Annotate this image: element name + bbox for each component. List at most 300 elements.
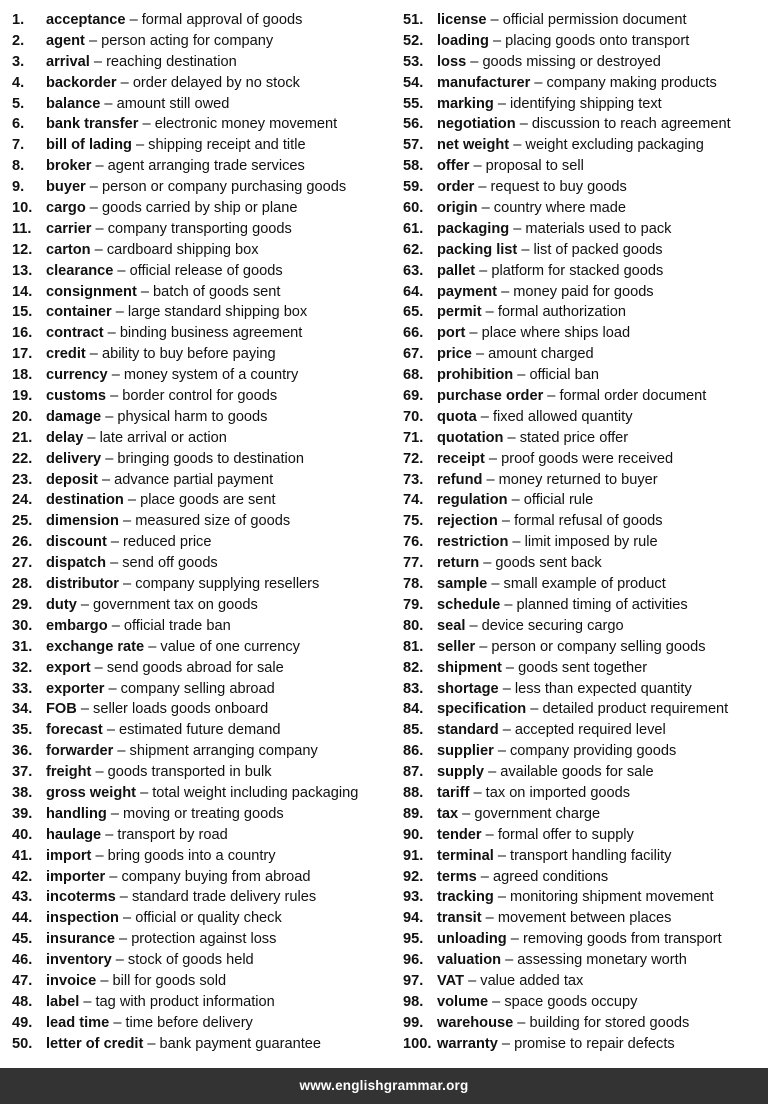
entry-definition: reaching destination [106, 53, 237, 70]
entry-definition: movement between places [497, 910, 672, 927]
entry-term: haulage [46, 826, 102, 843]
vocabulary-entry [403, 261, 763, 282]
entry-number: 18. [12, 367, 33, 384]
entry-definition: total weight including packaging [152, 784, 359, 801]
vocabulary-entry [12, 741, 392, 762]
entry-definition: agreed conditions [492, 868, 609, 885]
entry-definition: reduced price [123, 534, 212, 551]
entry-separator: – [138, 116, 155, 133]
entry-term: carton [46, 241, 91, 258]
vocabulary-entry [403, 386, 763, 407]
entry-term: handling [46, 805, 107, 822]
vocabulary-entry [403, 94, 763, 115]
entry-definition: promise to repair defects [514, 1035, 675, 1052]
entry-term: rejection [437, 513, 498, 530]
entry-definition: proposal to sell [485, 158, 584, 175]
entry-number: 50. [12, 1035, 33, 1052]
entry-term: duty [46, 596, 77, 613]
entry-separator: – [465, 617, 482, 634]
entry-number: 16. [12, 325, 33, 342]
entry-term: purchase order [437, 388, 544, 405]
entry-number: 75. [403, 513, 424, 530]
vocabulary-entry [12, 825, 392, 846]
entry-definition: measured size of goods [135, 513, 291, 530]
entry-number: 98. [403, 993, 424, 1010]
entry-separator: – [498, 722, 515, 739]
entry-separator: – [83, 429, 100, 446]
entry-separator: – [91, 158, 108, 175]
entry-term: VAT [437, 972, 465, 989]
entry-separator: – [103, 325, 120, 342]
entry-definition: time before delivery [125, 1014, 253, 1031]
entry-term: regulation [437, 492, 508, 509]
entry-term: currency [46, 367, 108, 384]
vocabulary-entry [12, 490, 392, 511]
entry-term: distributor [46, 576, 119, 593]
entry-number: 66. [403, 325, 424, 342]
entry-definition: standard trade delivery rules [131, 889, 317, 906]
entry-number: 68. [403, 367, 424, 384]
entry-definition: accepted required level [514, 722, 666, 739]
entry-separator: – [503, 429, 520, 446]
entry-number: 7. [12, 137, 25, 154]
vocabulary-entry [403, 574, 763, 595]
entry-number: 41. [12, 847, 33, 864]
entry-definition: company making products [546, 74, 717, 91]
entry-term: buyer [46, 179, 86, 196]
vocabulary-entry [12, 616, 392, 637]
entry-number: 59. [403, 179, 424, 196]
entry-term: clearance [46, 262, 114, 279]
entry-separator: – [104, 680, 121, 697]
entry-term: tax [437, 805, 459, 822]
entry-term: packing list [437, 241, 518, 258]
entry-number: 38. [12, 784, 33, 801]
entry-definition: company buying from abroad [121, 868, 311, 885]
vocabulary-entry [12, 679, 392, 700]
entry-separator: – [118, 576, 136, 593]
entry-definition: removing goods from transport [522, 931, 722, 948]
entry-number: 56. [403, 116, 424, 133]
entry-separator: – [90, 659, 107, 676]
vocabulary-entry [403, 177, 763, 198]
entry-number: 99. [403, 1014, 424, 1031]
entry-term: receipt [437, 450, 485, 467]
entry-separator: – [90, 241, 107, 258]
vocabulary-entry [403, 407, 763, 428]
entry-term: damage [46, 408, 102, 425]
entry-number: 10. [12, 200, 33, 217]
entry-definition: goods transported in bulk [107, 764, 272, 781]
entry-separator: – [131, 137, 149, 154]
entry-term: quota [437, 408, 477, 425]
entry-separator: – [501, 952, 518, 969]
entry-number: 92. [403, 868, 424, 885]
entry-number: 89. [403, 805, 424, 822]
entry-separator: – [97, 471, 115, 488]
vocabulary-entry [12, 428, 392, 449]
vocabulary-entry [403, 10, 763, 31]
entry-number: 47. [12, 972, 33, 989]
entry-definition: goods sent back [495, 555, 602, 572]
vocabulary-entry [12, 1034, 392, 1055]
entry-number: 19. [12, 388, 33, 405]
entry-separator: – [96, 972, 113, 989]
vocabulary-entry [12, 449, 392, 470]
entry-number: 97. [403, 972, 424, 989]
entry-definition: transport by road [117, 826, 228, 843]
entry-number: 22. [12, 450, 33, 467]
entry-separator: – [517, 241, 534, 258]
entry-number: 43. [12, 889, 33, 906]
entry-term: price [437, 346, 472, 363]
vocabulary-entry [403, 156, 763, 177]
entry-separator: – [85, 179, 102, 196]
entry-term: invoice [46, 972, 97, 989]
entry-definition: formal order document [559, 388, 707, 405]
entry-separator: – [106, 805, 124, 822]
entry-number: 44. [12, 910, 33, 927]
vocabulary-entry [12, 323, 392, 344]
entry-term: manufacturer [437, 74, 531, 91]
vocabulary-entry [403, 553, 763, 574]
vocabulary-entry [403, 762, 763, 783]
entry-separator: – [123, 492, 141, 509]
vocabulary-entry [403, 31, 763, 52]
entry-number: 57. [403, 137, 424, 154]
entry-definition: amount still owed [116, 95, 230, 112]
entry-definition: bank payment guarantee [159, 1035, 322, 1052]
entry-number: 6. [12, 116, 25, 133]
vocabulary-entry [403, 908, 763, 929]
entry-number: 21. [12, 429, 33, 446]
entry-definition: government tax on goods [93, 596, 258, 613]
vocabulary-entry [403, 428, 763, 449]
vocabulary-entry [12, 971, 392, 992]
vocabulary-entry [12, 887, 392, 908]
entry-definition: ability to buy before paying [101, 346, 276, 363]
vocabulary-entry [403, 971, 763, 992]
entry-definition: money paid for goods [513, 283, 654, 300]
entry-number: 79. [403, 596, 424, 613]
entry-number: 76. [403, 534, 424, 551]
entry-definition: limit imposed by rule [524, 534, 658, 551]
entry-definition: cardboard shipping box [106, 241, 259, 258]
entry-definition: detailed product requirement [542, 701, 729, 718]
vocabulary-entry [12, 595, 392, 616]
entry-number: 26. [12, 534, 33, 551]
entry-definition: tag with product information [95, 993, 275, 1010]
vocabulary-entry [403, 783, 763, 804]
entry-separator: – [475, 262, 492, 279]
entry-number: 90. [403, 826, 424, 843]
entry-term: tracking [437, 889, 494, 906]
vocabulary-column-left [12, 10, 392, 1055]
entry-number: 39. [12, 805, 33, 822]
entry-term: exporter [46, 680, 105, 697]
entry-definition: bill for goods sold [112, 972, 227, 989]
entry-number: 45. [12, 931, 33, 948]
entry-number: 15. [12, 304, 33, 321]
entry-definition: platform for stacked goods [491, 262, 664, 279]
entry-separator: – [114, 931, 132, 948]
vocabulary-entry [12, 114, 392, 135]
entry-definition: assessing monetary worth [517, 952, 687, 969]
entry-number: 87. [403, 764, 424, 781]
entry-term: contract [46, 325, 104, 342]
entry-term: warranty [437, 1035, 498, 1052]
entry-separator: – [479, 555, 496, 572]
entry-definition: order delayed by no stock [132, 74, 300, 91]
entry-number: 65. [403, 304, 424, 321]
entry-separator: – [487, 576, 504, 593]
entry-definition: stated price offer [519, 429, 629, 446]
entry-term: return [437, 555, 480, 572]
entry-term: discount [46, 534, 107, 551]
entry-term: tariff [437, 784, 470, 801]
entry-definition: formal refusal of goods [514, 513, 663, 530]
entry-definition: value added tax [480, 972, 584, 989]
entry-number: 11. [12, 220, 32, 237]
entry-number: 78. [403, 576, 424, 593]
entry-number: 85. [403, 722, 424, 739]
entry-separator: – [481, 910, 498, 927]
entry-separator: – [526, 701, 543, 718]
entry-definition: person or company purchasing goods [101, 179, 347, 196]
entry-definition: official release of goods [129, 262, 283, 279]
entry-separator: – [500, 596, 517, 613]
entry-definition: border control for goods [122, 388, 278, 405]
vocabulary-entry [12, 344, 392, 365]
vocabulary-entry [403, 198, 763, 219]
entry-term: freight [46, 764, 92, 781]
entry-separator: – [116, 74, 133, 91]
entry-definition: formal approval of goods [141, 12, 303, 28]
entry-term: dimension [46, 513, 119, 530]
entry-term: specification [437, 701, 527, 718]
entry-separator: – [498, 680, 515, 697]
entry-number: 42. [12, 868, 33, 885]
entry-definition: large standard shipping box [127, 304, 308, 321]
entry-definition: shipment arranging company [129, 743, 318, 760]
entry-separator: – [497, 283, 514, 300]
entry-number: 40. [12, 826, 33, 843]
entry-term: transit [437, 910, 482, 927]
entry-term: loading [437, 32, 489, 49]
entry-definition: building for stored goods [529, 1014, 690, 1031]
entry-definition: planned timing of activities [516, 596, 688, 613]
vocabulary-entry [403, 616, 763, 637]
entry-number: 100. [403, 1035, 432, 1052]
entry-definition: electronic money movement [154, 116, 338, 133]
entry-number: 69. [403, 388, 424, 405]
entry-definition: proof goods were received [501, 450, 674, 467]
entry-number: 95. [403, 931, 424, 948]
entry-number: 62. [403, 241, 424, 258]
vocabulary-entry [403, 825, 763, 846]
vocabulary-entry [12, 198, 392, 219]
entry-separator: – [513, 367, 530, 384]
entry-definition: estimated future demand [119, 722, 281, 739]
entry-number: 91. [403, 847, 424, 864]
entry-term: license [437, 12, 487, 28]
vocabulary-entry [403, 490, 763, 511]
entry-separator: – [458, 805, 475, 822]
entry-separator: – [101, 408, 118, 425]
entry-term: terminal [437, 847, 494, 864]
entry-definition: request to buy goods [490, 179, 627, 196]
entry-separator: – [481, 826, 498, 843]
vocabulary-entry [12, 10, 392, 31]
entry-definition: official permission document [502, 12, 687, 28]
entry-number: 64. [403, 283, 424, 300]
vocabulary-entry [12, 511, 392, 532]
entry-definition: discussion to reach agreement [531, 116, 731, 133]
entry-definition: less than expected quantity [514, 680, 692, 697]
entry-number: 93. [403, 889, 424, 906]
vocabulary-entry [403, 741, 763, 762]
entry-definition: weight excluding packaging [525, 137, 704, 154]
entry-separator: – [91, 847, 108, 864]
entry-definition: bringing goods to destination [117, 450, 305, 467]
vocabulary-entry [12, 365, 392, 386]
entry-definition: official ban [529, 367, 599, 384]
entry-definition: government charge [474, 805, 601, 822]
entry-separator: – [493, 889, 511, 906]
entry-term: cargo [46, 200, 86, 217]
vocabulary-entry [403, 323, 763, 344]
entry-term: shortage [437, 680, 499, 697]
entry-number: 8. [12, 158, 25, 175]
entry-definition: official or quality check [135, 910, 282, 927]
entry-separator: – [144, 638, 161, 655]
entry-definition: seller loads goods onboard [93, 701, 269, 718]
entry-term: unloading [437, 931, 507, 948]
entry-term: delivery [46, 450, 102, 467]
entry-definition: formal offer to supply [497, 826, 634, 843]
entry-term: port [437, 325, 466, 342]
vocabulary-list [0, 10, 768, 1060]
entry-term: incoterms [46, 889, 116, 906]
entry-term: quotation [437, 429, 504, 446]
vocabulary-entry [403, 658, 763, 679]
entry-number: 4. [12, 74, 25, 91]
entry-term: forecast [46, 722, 103, 739]
entry-term: refund [437, 471, 483, 488]
entry-term: payment [437, 283, 498, 300]
entry-term: backorder [46, 74, 117, 91]
vocabulary-entry [12, 73, 392, 94]
entry-separator: – [106, 534, 124, 551]
entry-term: letter of credit [46, 1035, 144, 1052]
vocabulary-entry [403, 699, 763, 720]
entry-separator: – [471, 346, 489, 363]
vocabulary-entry [403, 449, 763, 470]
entry-definition: advance partial payment [114, 471, 274, 488]
entry-number: 33. [12, 680, 33, 697]
footer-website: www.englishgrammar.org [299, 1078, 469, 1093]
vocabulary-entry [12, 52, 392, 73]
entry-definition: bring goods into a country [107, 847, 276, 864]
vocabulary-entry [12, 637, 392, 658]
entry-term: customs [46, 388, 107, 405]
entry-term: export [46, 659, 91, 676]
entry-separator: – [84, 32, 102, 49]
entry-definition: list of packed goods [533, 241, 663, 258]
entry-term: loss [437, 53, 467, 70]
entry-separator: – [493, 847, 511, 864]
entry-definition: device securing cargo [481, 617, 624, 634]
vocabulary-entry [12, 553, 392, 574]
entry-term: standard [437, 722, 499, 739]
entry-separator: – [118, 513, 136, 530]
entry-term: insurance [46, 931, 115, 948]
entry-definition: place goods are sent [140, 492, 276, 509]
entry-term: credit [46, 346, 86, 363]
entry-term: shipment [437, 659, 502, 676]
entry-term: order [437, 179, 475, 196]
vocabulary-entry [403, 219, 763, 240]
entry-separator: – [85, 346, 102, 363]
entry-definition: transport handling facility [510, 847, 672, 864]
entry-separator: – [101, 826, 118, 843]
vocabulary-entry [12, 804, 392, 825]
entry-number: 27. [12, 555, 33, 572]
entry-number: 82. [403, 659, 424, 676]
entry-separator: – [543, 388, 560, 405]
entry-separator: – [530, 74, 547, 91]
entry-separator: – [486, 12, 503, 28]
entry-definition: placing goods onto transport [505, 32, 690, 49]
entry-definition: goods sent together [518, 659, 648, 676]
vocabulary-entry [403, 344, 763, 365]
entry-number: 12. [12, 241, 33, 258]
entry-separator: – [515, 116, 532, 133]
entry-separator: – [107, 367, 124, 384]
entry-term: valuation [437, 952, 502, 969]
vocabulary-entry [12, 532, 392, 553]
entry-term: terms [437, 868, 477, 885]
entry-term: sample [437, 576, 488, 593]
entry-separator: – [508, 534, 525, 551]
entry-number: 25. [12, 513, 33, 530]
entry-definition: formal authorization [497, 304, 627, 321]
entry-number: 53. [403, 53, 424, 70]
entry-term: prohibition [437, 367, 514, 384]
entry-separator: – [484, 450, 502, 467]
entry-number: 37. [12, 764, 33, 781]
entry-number: 14. [12, 283, 33, 300]
vocabulary-entry [403, 679, 763, 700]
vocabulary-entry [12, 720, 392, 741]
entry-separator: – [465, 325, 482, 342]
entry-term: marking [437, 95, 494, 112]
entry-definition: send off goods [122, 555, 218, 572]
vocabulary-entry [12, 31, 392, 52]
entry-definition: late arrival or action [99, 429, 227, 446]
entry-separator: – [89, 53, 107, 70]
entry-definition: company transporting goods [107, 220, 292, 237]
entry-number: 94. [403, 910, 424, 927]
entry-separator: – [509, 220, 526, 237]
entry-separator: – [488, 993, 505, 1010]
vocabulary-entry [12, 762, 392, 783]
entry-separator: – [469, 158, 486, 175]
entry-definition: shipping receipt and title [148, 137, 306, 154]
entry-definition: country where made [493, 200, 627, 217]
entry-term: broker [46, 158, 92, 175]
entry-separator: – [107, 617, 124, 634]
